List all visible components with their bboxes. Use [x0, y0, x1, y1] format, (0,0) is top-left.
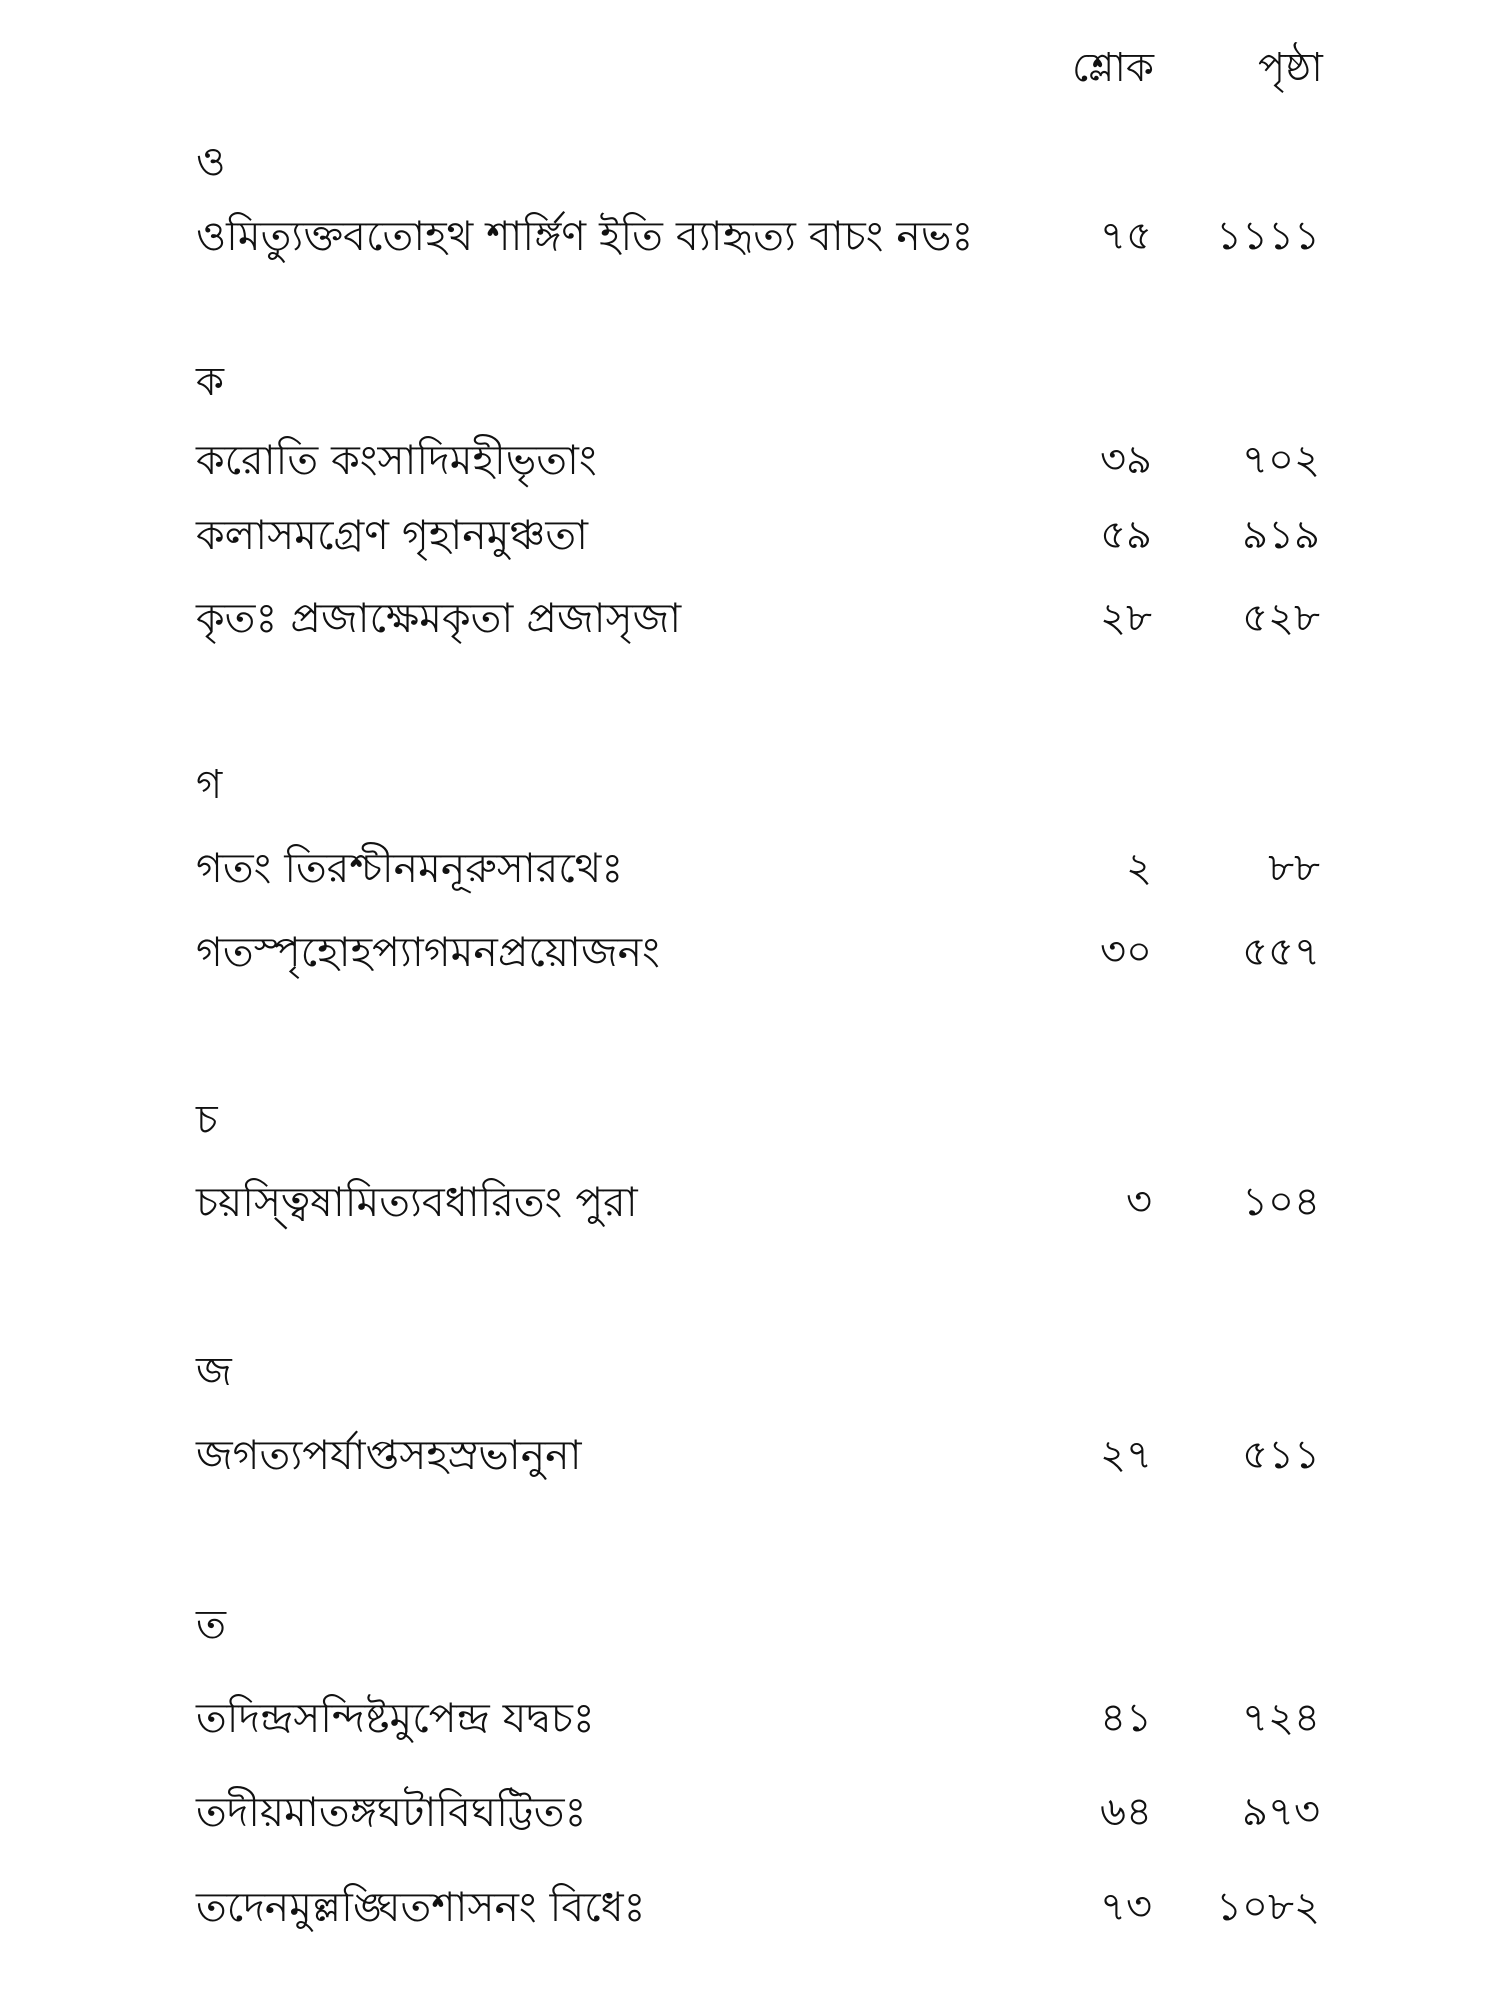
page-number: ১০৪ [1242, 1179, 1320, 1225]
section-letter: গ [196, 762, 223, 808]
shloka-number: ৭৫ [1100, 213, 1152, 259]
verse-text: করোতি কংসাদিমহীভৃতাং [196, 436, 597, 484]
verse-text: ওমিত্যুক্তবতোহথ শার্ঙ্গিণ ইতি ব্যাহৃত্য বাচং নভঃ [196, 212, 974, 260]
page-number: ৫৫৭ [1242, 929, 1320, 975]
verse-text: তদীয়মাতঙ্গঘটাবিঘট্টিতঃ [196, 1788, 587, 1836]
index-entry [0, 1782, 1500, 1842]
page-number: ৯৭৩ [1242, 1789, 1320, 1835]
shloka-number: ২ [1125, 845, 1152, 891]
verse-text: কৃতঃ প্রজাক্ষেমকৃতা প্রজাসৃজা [196, 594, 682, 642]
section-letter: ও [196, 139, 226, 185]
verse-text: চয়স্ত্বিষামিত্যবধারিতং পুরা [196, 1178, 638, 1226]
index-entry [0, 922, 1500, 982]
page-column-header: পৃষ্ঠা [1258, 45, 1323, 91]
shloka-number: ৭৩ [1099, 1884, 1152, 1930]
section-heading [0, 352, 1500, 412]
section-letter: ত [196, 1602, 227, 1648]
section-heading [0, 755, 1500, 815]
index-entry [0, 1688, 1500, 1748]
index-entry [0, 1172, 1500, 1232]
shloka-number: ৩ [1125, 1179, 1152, 1225]
section-letter: চ [196, 1097, 218, 1143]
section-heading [0, 132, 1500, 192]
shloka-number: ২৭ [1099, 1432, 1152, 1478]
verse-text: জগত্যপর্যাপ্তসহস্রভানুনা [196, 1431, 582, 1479]
shloka-column-header: শ্লোক [1072, 45, 1154, 91]
page-number: ৫২৮ [1242, 595, 1320, 641]
section-heading [0, 1595, 1500, 1655]
page-number: ৮৮ [1268, 845, 1320, 891]
shloka-number: ২৮ [1100, 595, 1152, 641]
section-heading [0, 1090, 1500, 1150]
section-heading [0, 1342, 1500, 1402]
index-entry [0, 1425, 1500, 1485]
shloka-number: ৪১ [1100, 1695, 1152, 1741]
index-entry [0, 838, 1500, 898]
index-entry [0, 206, 1500, 266]
verse-text: তদিন্দ্রসন্দিষ্টমুপেন্দ্র যদ্বচঃ [196, 1694, 595, 1742]
verse-text: কলাসমগ্রেণ গৃহানমুঞ্চতা [196, 511, 589, 559]
page-number: ৫১১ [1242, 1432, 1320, 1478]
shloka-number: ৩৯ [1100, 437, 1152, 483]
page-number: ১১১১ [1216, 213, 1320, 259]
shloka-number: ৩০ [1099, 929, 1152, 975]
verse-text: তদেনমুল্লঙ্ঘিতশাসনং বিধেঃ [196, 1883, 646, 1931]
index-entry [0, 1877, 1500, 1937]
verse-text: গতস্পৃহোহপ্যাগমনপ্রয়োজনং [196, 928, 660, 976]
page-number: ৭০২ [1241, 437, 1320, 483]
section-letter: ক [196, 359, 224, 405]
index-entry [0, 430, 1500, 490]
shloka-number: ৫৯ [1100, 512, 1152, 558]
section-letter: জ [196, 1349, 232, 1395]
shloka-number: ৬৪ [1100, 1789, 1152, 1835]
index-entry [0, 588, 1500, 648]
index-entry [0, 505, 1500, 565]
verse-text: গতং তিরশ্চীনমনূরুসারথেঃ [196, 844, 624, 892]
page-number: ৯১৯ [1242, 512, 1320, 558]
page-number: ১০৮২ [1216, 1884, 1320, 1930]
page-number: ৭২৪ [1242, 1695, 1320, 1741]
